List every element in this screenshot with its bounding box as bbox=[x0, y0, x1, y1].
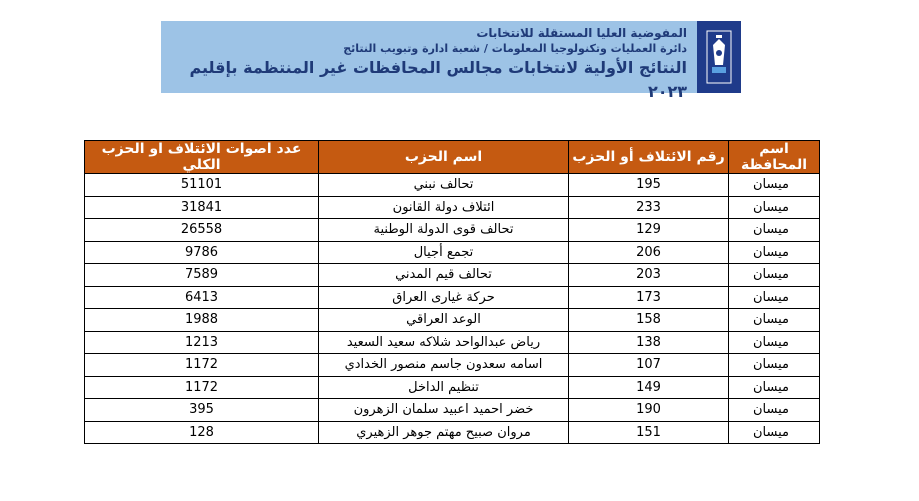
governorate-cell: ميسان bbox=[729, 174, 820, 197]
ballot-box-icon bbox=[704, 27, 734, 87]
number-cell: 173 bbox=[569, 286, 729, 309]
party-cell: رياض عبدالواحد شلاكه سعيد السعيد bbox=[319, 331, 569, 354]
table-row bbox=[85, 219, 820, 242]
governorate-cell: ميسان bbox=[729, 309, 820, 332]
table-row bbox=[85, 286, 820, 309]
column-header-governorate: اسم المحافظة bbox=[729, 141, 820, 174]
votes-cell: 31841 bbox=[85, 196, 319, 219]
commission-name: المفوضية العليا المستقلة للانتخابات bbox=[476, 26, 687, 40]
table-row bbox=[85, 399, 820, 422]
governorate-cell: ميسان bbox=[729, 399, 820, 422]
party-cell: تحالف قوى الدولة الوطنية bbox=[319, 219, 569, 242]
party-cell: الوعد العراقي bbox=[319, 309, 569, 332]
votes-cell: 1213 bbox=[85, 331, 319, 354]
votes-cell: 1172 bbox=[85, 376, 319, 399]
votes-cell: 51101 bbox=[85, 174, 319, 197]
party-cell: تنظيم الداخل bbox=[319, 376, 569, 399]
table-row bbox=[85, 354, 820, 377]
governorate-cell: ميسان bbox=[729, 241, 820, 264]
votes-cell: 26558 bbox=[85, 219, 319, 242]
commission-logo bbox=[697, 21, 741, 93]
governorate-cell: ميسان bbox=[729, 354, 820, 377]
votes-cell: 6413 bbox=[85, 286, 319, 309]
number-cell: 190 bbox=[569, 399, 729, 422]
number-cell: 158 bbox=[569, 309, 729, 332]
banner-text bbox=[161, 21, 697, 101]
votes-cell: 9786 bbox=[85, 241, 319, 264]
table-row bbox=[85, 376, 820, 399]
number-cell: 149 bbox=[569, 376, 729, 399]
governorate-cell: ميسان bbox=[729, 376, 820, 399]
results-table bbox=[84, 140, 820, 444]
table-row bbox=[85, 241, 820, 264]
governorate-cell: ميسان bbox=[729, 331, 820, 354]
governorate-cell: ميسان bbox=[729, 219, 820, 242]
votes-cell: 1988 bbox=[85, 309, 319, 332]
number-cell: 107 bbox=[569, 354, 729, 377]
governorate-cell: ميسان bbox=[729, 421, 820, 444]
column-header-number: رقم الائتلاف أو الحزب bbox=[569, 141, 729, 174]
table-row bbox=[85, 421, 820, 444]
party-cell: تحالف قيم المدني bbox=[319, 264, 569, 287]
party-cell: مروان صبيح مهتم جوهر الزهيري bbox=[319, 421, 569, 444]
party-cell: تحالف نبني bbox=[319, 174, 569, 197]
number-cell: 203 bbox=[569, 264, 729, 287]
number-cell: 206 bbox=[569, 241, 729, 264]
column-header-votes: عدد اصوات الائتلاف او الحزب الكلي bbox=[85, 141, 319, 174]
table-row bbox=[85, 264, 820, 287]
governorate-cell: ميسان bbox=[729, 286, 820, 309]
number-cell: 129 bbox=[569, 219, 729, 242]
table-row bbox=[85, 174, 820, 197]
governorate-cell: ميسان bbox=[729, 264, 820, 287]
votes-cell: 128 bbox=[85, 421, 319, 444]
number-cell: 233 bbox=[569, 196, 729, 219]
votes-cell: 7589 bbox=[85, 264, 319, 287]
number-cell: 195 bbox=[569, 174, 729, 197]
header-banner bbox=[161, 21, 741, 101]
department-name: دائرة العمليات وتكنولوجيا المعلومات / شعبة ادارة وتبويب النتائج bbox=[343, 42, 687, 55]
party-cell: حركة غيارى العراق bbox=[319, 286, 569, 309]
party-cell: ائتلاف دولة القانون bbox=[319, 196, 569, 219]
party-cell: خضر احميد اعبيد سلمان الزهرون bbox=[319, 399, 569, 422]
table-header-row bbox=[85, 141, 820, 174]
party-cell: اسامه سعدون جاسم منصور الخدادي bbox=[319, 354, 569, 377]
table-row bbox=[85, 196, 820, 219]
votes-cell: 395 bbox=[85, 399, 319, 422]
number-cell: 138 bbox=[569, 331, 729, 354]
column-header-party: اسم الحزب bbox=[319, 141, 569, 174]
votes-cell: 1172 bbox=[85, 354, 319, 377]
party-cell: تجمع أجيال bbox=[319, 241, 569, 264]
table-row bbox=[85, 309, 820, 332]
table-row bbox=[85, 331, 820, 354]
governorate-cell: ميسان bbox=[729, 196, 820, 219]
page-title: النتائج الأولية لانتخابات مجالس المحافظات غير المنتظمة بإقليم ٢٠٢٣ bbox=[189, 58, 687, 101]
number-cell: 151 bbox=[569, 421, 729, 444]
